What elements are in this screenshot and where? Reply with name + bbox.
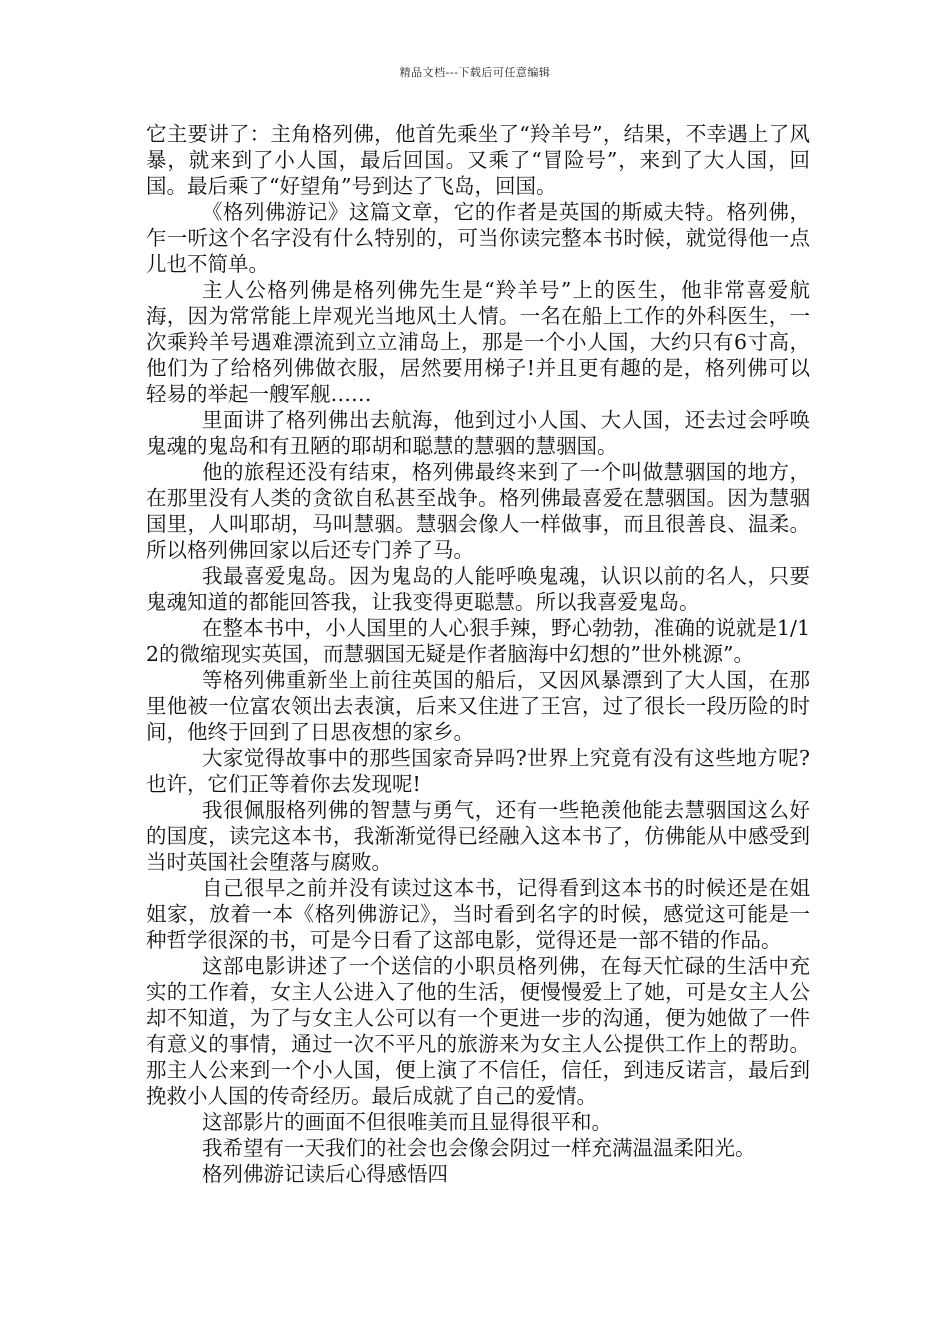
paragraph: 里面讲了格列佛出去航海，他到过小人国、大人国，还去过会呼唤鬼魂的鬼岛和有丑陋的耶胡和聪慧的慧骃的慧骃国。 [146, 408, 810, 458]
paragraph: 它主要讲了：主角格列佛，他首先乘坐了“羚羊号”，结果，不幸遇上了风暴，就来到了小人国，最后回国。又乘了“冒险号”，来到了大人国，回国。最后乘了“好望角”号到达了飞岛，回国。 [146, 122, 810, 198]
paragraph: 他的旅程还没有结束，格列佛最终来到了一个叫做慧骃国的地方，在那里没有人类的贪欲自私甚至战争。格列佛最喜爱在慧骃国。因为慧骃国里，人叫耶胡，马叫慧骃。慧骃会像人一样做事，而且很善良、温柔。所以格列佛回家以后还专门养了马。 [146, 460, 810, 562]
paragraph: 自己很早之前并没有读过这本书，记得看到这本书的时候还是在姐姐家，放着一本《格列佛游记》，当时看到名字的时候，感觉这可能是一种哲学很深的书，可是今日看了这部电影，觉得还是一部不错的作品。 [146, 876, 810, 952]
paragraph: 我最喜爱鬼岛。因为鬼岛的人能呼唤鬼魂，认识以前的名人，只要鬼魂知道的都能回答我，让我变得更聪慧。所以我喜爱鬼岛。 [146, 564, 810, 614]
page-header: 精品文档---下载后可任意编辑 [399, 66, 551, 79]
paragraph: 主人公格列佛是格列佛先生是“羚羊号”上的医生，他非常喜爱航海，因为常常能上岸观光当地风土人情。一名在船上工作的外科医生，一次乘羚羊号遇难漂流到立立浦岛上，那是一个小人国，大约只有6寸高，他们为了给格列佛做衣服，居然要用梯子!并且更有趣的是，格列佛可以轻易的举起一艘军舰…… [146, 278, 810, 406]
document-body [146, 121, 810, 1187]
paragraph: 我很佩服格列佛的智慧与勇气，还有一些艳羡他能去慧骃国这么好的国度，读完这本书，我渐渐觉得已经融入这本书了，仿佛能从中感受到当时英国社会堕落与腐败。 [146, 798, 810, 874]
paragraph: 在整本书中，小人国里的人心狠手辣，野心勃勃，准确的说就是1/12的微缩现实英国，而慧骃国无疑是作者脑海中幻想的”世外桃源”。 [146, 616, 810, 666]
paragraph: 等格列佛重新坐上前往英国的船后，又因风暴漂到了大人国，在那里他被一位富农领出去表演，后来又住进了王宫，过了很长一段历险的时间，他终于回到了日思夜想的家乡。 [146, 668, 810, 744]
paragraph: 大家觉得故事中的那些国家奇异吗?世界上究竟有没有这些地方呢? 也许，它们正等着你去发现呢! [146, 746, 810, 796]
paragraph: 这部影片的画面不但很唯美而且显得很平和。 [202, 1110, 612, 1134]
paragraph: 这部电影讲述了一个送信的小职员格列佛，在每天忙碌的生活中充实的工作着，女主人公进入了他的生活，便慢慢爱上了她，可是女主人公却不知道，为了与女主人公可以有一个更进一步的沟通，便为她做了一件有意义的事情，通过一次不平凡的旅游来为女主人公提供工作上的帮助。那主人公来到一个小人国，便上演了不信任，信任，到违反诺言，最后到挽救小人国的传奇经历。最后成就了自己的爱情。 [146, 954, 810, 1108]
paragraph: 《格列佛游记》这篇文章，它的作者是英国的斯威夫特。格列佛，乍一听这个名字没有什么特别的，可当你读完整本书时候，就觉得他一点儿也不简单。 [146, 200, 810, 276]
paragraph: 格列佛游记读后心得感悟四 [202, 1162, 448, 1186]
paragraph: 我希望有一天我们的社会也会像会阴过一样充满温温柔阳光。 [202, 1136, 756, 1160]
